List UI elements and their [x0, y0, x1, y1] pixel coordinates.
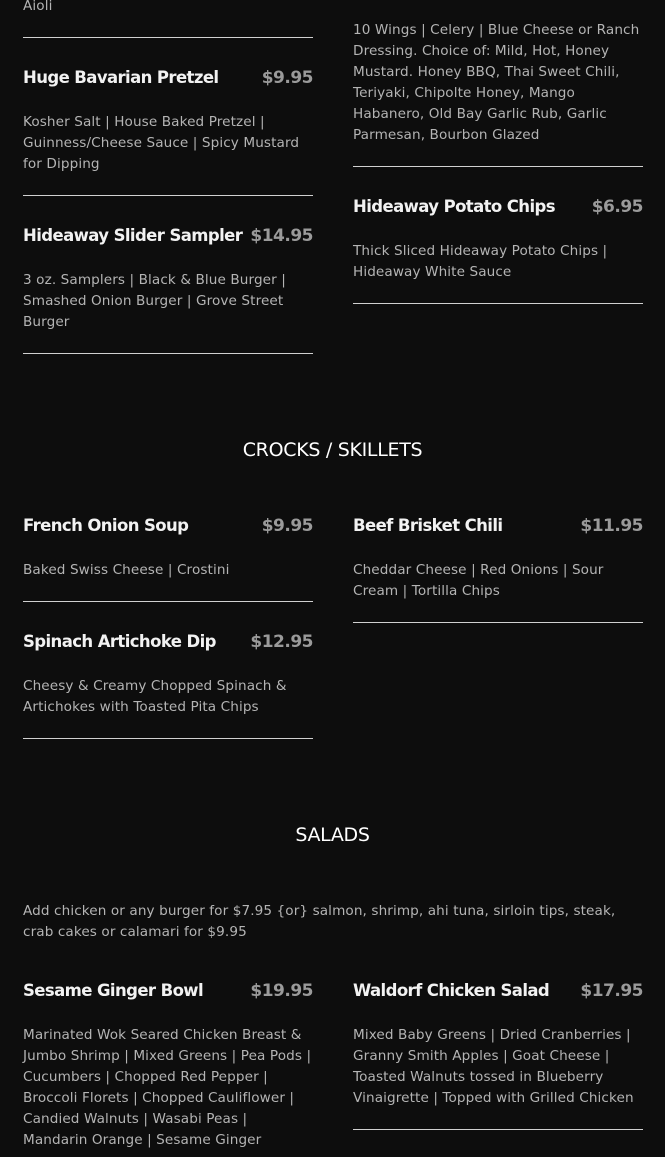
menu-item-name-chili: Beef Brisket Chili: [353, 516, 503, 535]
menu-item-desc-chili: Cheddar Cheese | Red Onions | Sour Cream | Tortilla Chips: [353, 562, 604, 599]
section-title-salads: SALADS: [295, 824, 370, 846]
item-divider: [23, 738, 313, 739]
item-divider: [23, 37, 313, 38]
item-description-fragment: Aioli: [23, 0, 53, 14]
menu-item-name-pretzel: Huge Bavarian Pretzel: [23, 68, 219, 87]
menu-item-desc-chips: Thick Sliced Hideaway Potato Chips | Hideaway White Sauce: [353, 243, 608, 280]
menu-item-price-spinach-dip: $12.95: [250, 632, 313, 652]
item-divider: [353, 622, 643, 623]
menu-item-desc-spinach-dip: Cheesy & Creamy Chopped Spinach & Artichokes with Toasted Pita Chips: [23, 678, 287, 715]
menu-item-desc-onion-soup: Baked Swiss Cheese | Crostini: [23, 562, 230, 578]
salads-note: Add chicken or any burger for $7.95 {or} salmon, shrimp, ahi tuna, sirloin tips, steak, crab cakes or calamari for $9.95: [23, 903, 616, 940]
item-divider: [23, 353, 313, 354]
menu-item-name-slider: Hideaway Slider Sampler: [23, 226, 243, 245]
menu-item-price-pretzel: $9.95: [261, 68, 313, 88]
menu-item-price-waldorf: $17.95: [580, 981, 643, 1001]
menu-item-name-chips: Hideaway Potato Chips: [353, 197, 555, 216]
menu-item-price-chips: $6.95: [591, 197, 643, 217]
menu-item-desc-sesame-bowl: Marinated Wok Seared Chicken Breast & Jumbo Shrimp | Mixed Greens | Pea Pods | Cucumbers | Chopped Red Pepper | Broccoli Florets | Chopped Cauliflower | Candied Walnuts | Wasabi Peas | Mandarin Orange | Sesame Ginger: [23, 1027, 312, 1148]
menu-item-name-onion-soup: French Onion Soup: [23, 516, 189, 535]
menu-item-price-onion-soup: $9.95: [261, 516, 313, 536]
menu-item-desc-pretzel: Kosher Salt | House Baked Pretzel | Guinness/Cheese Sauce | Spicy Mustard for Dipping: [23, 114, 300, 172]
item-divider: [353, 1129, 643, 1130]
menu-item-name-waldorf: Waldorf Chicken Salad: [353, 981, 550, 1000]
item-divider: [23, 195, 313, 196]
menu-item-desc-slider: 3 oz. Samplers | Black & Blue Burger | Smashed Onion Burger | Grove Street Burger: [23, 272, 286, 330]
menu-item-name-sesame-bowl: Sesame Ginger Bowl: [23, 981, 203, 1000]
item-divider: [23, 601, 313, 602]
menu-item-price-sesame-bowl: $19.95: [250, 981, 313, 1001]
menu-item-desc-waldorf: Mixed Baby Greens | Dried Cranberries | Granny Smith Apples | Goat Cheese | Toasted Walnuts tossed in Blueberry Vinaigrette | Topped with Grilled Chicken: [353, 1027, 634, 1106]
wings-description: 10 Wings | Celery | Blue Cheese or Ranch Dressing. Choice of: Mild, Hot, Honey Mustard. Honey BBQ, Thai Sweet Chili, Teriyaki, Chipolte Honey, Mango Habanero, Old Bay Garlic Rub, Garlic Parmesan, Bourbon Glazed: [353, 22, 640, 143]
item-divider: [353, 166, 643, 167]
menu-item-price-chili: $11.95: [580, 516, 643, 536]
item-divider: [353, 303, 643, 304]
menu-item-price-slider: $14.95: [250, 226, 313, 246]
menu-item-name-spinach-dip: Spinach Artichoke Dip: [23, 632, 216, 651]
section-title-crocks: CROCKS / SKILLETS: [242, 439, 423, 461]
